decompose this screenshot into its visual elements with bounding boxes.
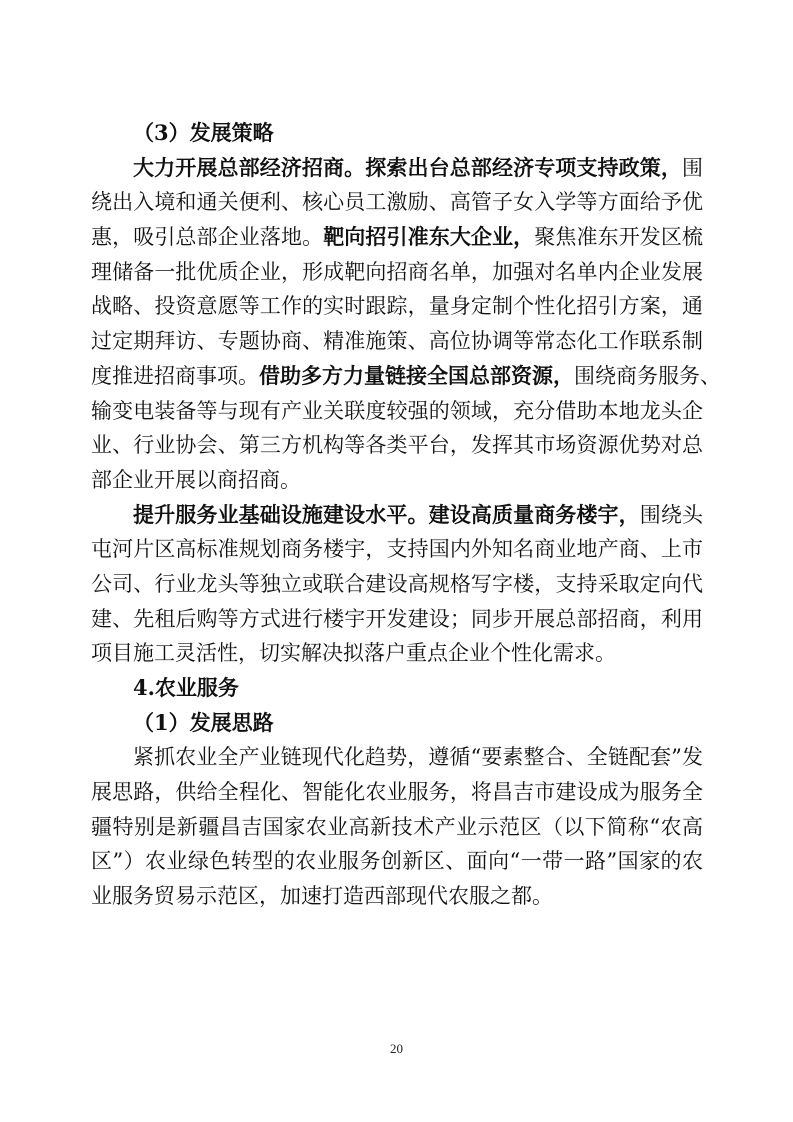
heading-agricultural-services: 4.农业服务 — [133, 675, 239, 700]
text-line — [91, 151, 703, 186]
paragraph-infrastructure — [91, 498, 703, 671]
text-run: 围绕头 — [639, 502, 704, 527]
text-line — [91, 498, 703, 533]
text-line: 理储备一批优质企业，形成靶向招商名单，加强对名单内企业发展 — [91, 259, 703, 284]
text-line: 建、先租后购等方式进行楼宇开发建设；同步开展总部招商，利用 — [91, 606, 703, 631]
text-run: 惠，吸引总部企业落地。 — [91, 225, 324, 250]
text-line — [91, 220, 703, 255]
text-line: 紧抓农业全产业链现代化趋势，遵循“要素整合、全链配套”发 — [133, 745, 703, 770]
bold-phrase: 提升服务业基础设施建设水平。建设高质量商务楼宇， — [133, 501, 640, 527]
text-line: 屯河片区高标准规划商务楼宇，支持国内外知名商业地产商、上市 — [91, 537, 703, 562]
page-content — [91, 116, 721, 914]
paragraph-hq-economy — [91, 151, 721, 498]
bold-phrase: 大力开展总部经济招商。探索出台总部经济专项支持政策， — [133, 154, 682, 180]
text-line: 绕出入境和通关便利、核心员工激励、高管子女入学等方面给予优 — [91, 190, 703, 215]
bold-phrase: 借助多方力量链接全国总部资源， — [259, 362, 574, 388]
text-line: 区”）农业绿色转型的农业服务创新区、面向“一带一路”国家的农 — [91, 849, 703, 874]
text-run: 围绕商务服务、 — [574, 363, 721, 388]
text-line: 输变电装备等与现有产业关联度较强的领域，充分借助本地龙头企 — [91, 398, 703, 423]
text-line: 展思路，供给全程化、智能化农业服务，将昌吉市建设成为服务全 — [91, 780, 703, 805]
bold-phrase: 靶向招引准东大企业， — [323, 224, 535, 250]
text-run: 度推进招商事项。 — [91, 363, 259, 388]
text-line: 疆特别是新疆昌吉国家农业高新技术产业示范区（以下简称“农高 — [91, 814, 703, 839]
heading-development-approach: （1）发展思路 — [133, 709, 274, 735]
heading-development-strategy: （3）发展策略 — [133, 120, 274, 145]
paragraph-agriculture — [91, 740, 703, 913]
text-line — [91, 359, 721, 394]
text-line: 项目施工灵活性，切实解决拟落户重点企业个性化需求。 — [91, 641, 616, 666]
text-line: 部企业开展以商招商。 — [91, 467, 301, 492]
text-run: 围 — [682, 155, 703, 180]
text-line: 战略、投资意愿等工作的实时跟踪，量身定制个性化招引方案，通 — [91, 294, 703, 319]
text-line: 过定期拜访、专题协商、精准施策、高位协调等常态化工作联系制 — [91, 329, 703, 354]
text-line: 业、行业协会、第三方机构等各类平台，发挥其市场资源优势对总 — [91, 433, 703, 458]
text-run: 聚焦准东开发区梳 — [534, 225, 704, 250]
text-line: 公司、行业龙头等独立或联合建设高规格写字楼，支持采取定向代 — [91, 571, 703, 596]
text-line: 业服务贸易示范区，加速打造西部现代农服之都。 — [91, 884, 553, 909]
page-number: 20 — [390, 1041, 403, 1056]
